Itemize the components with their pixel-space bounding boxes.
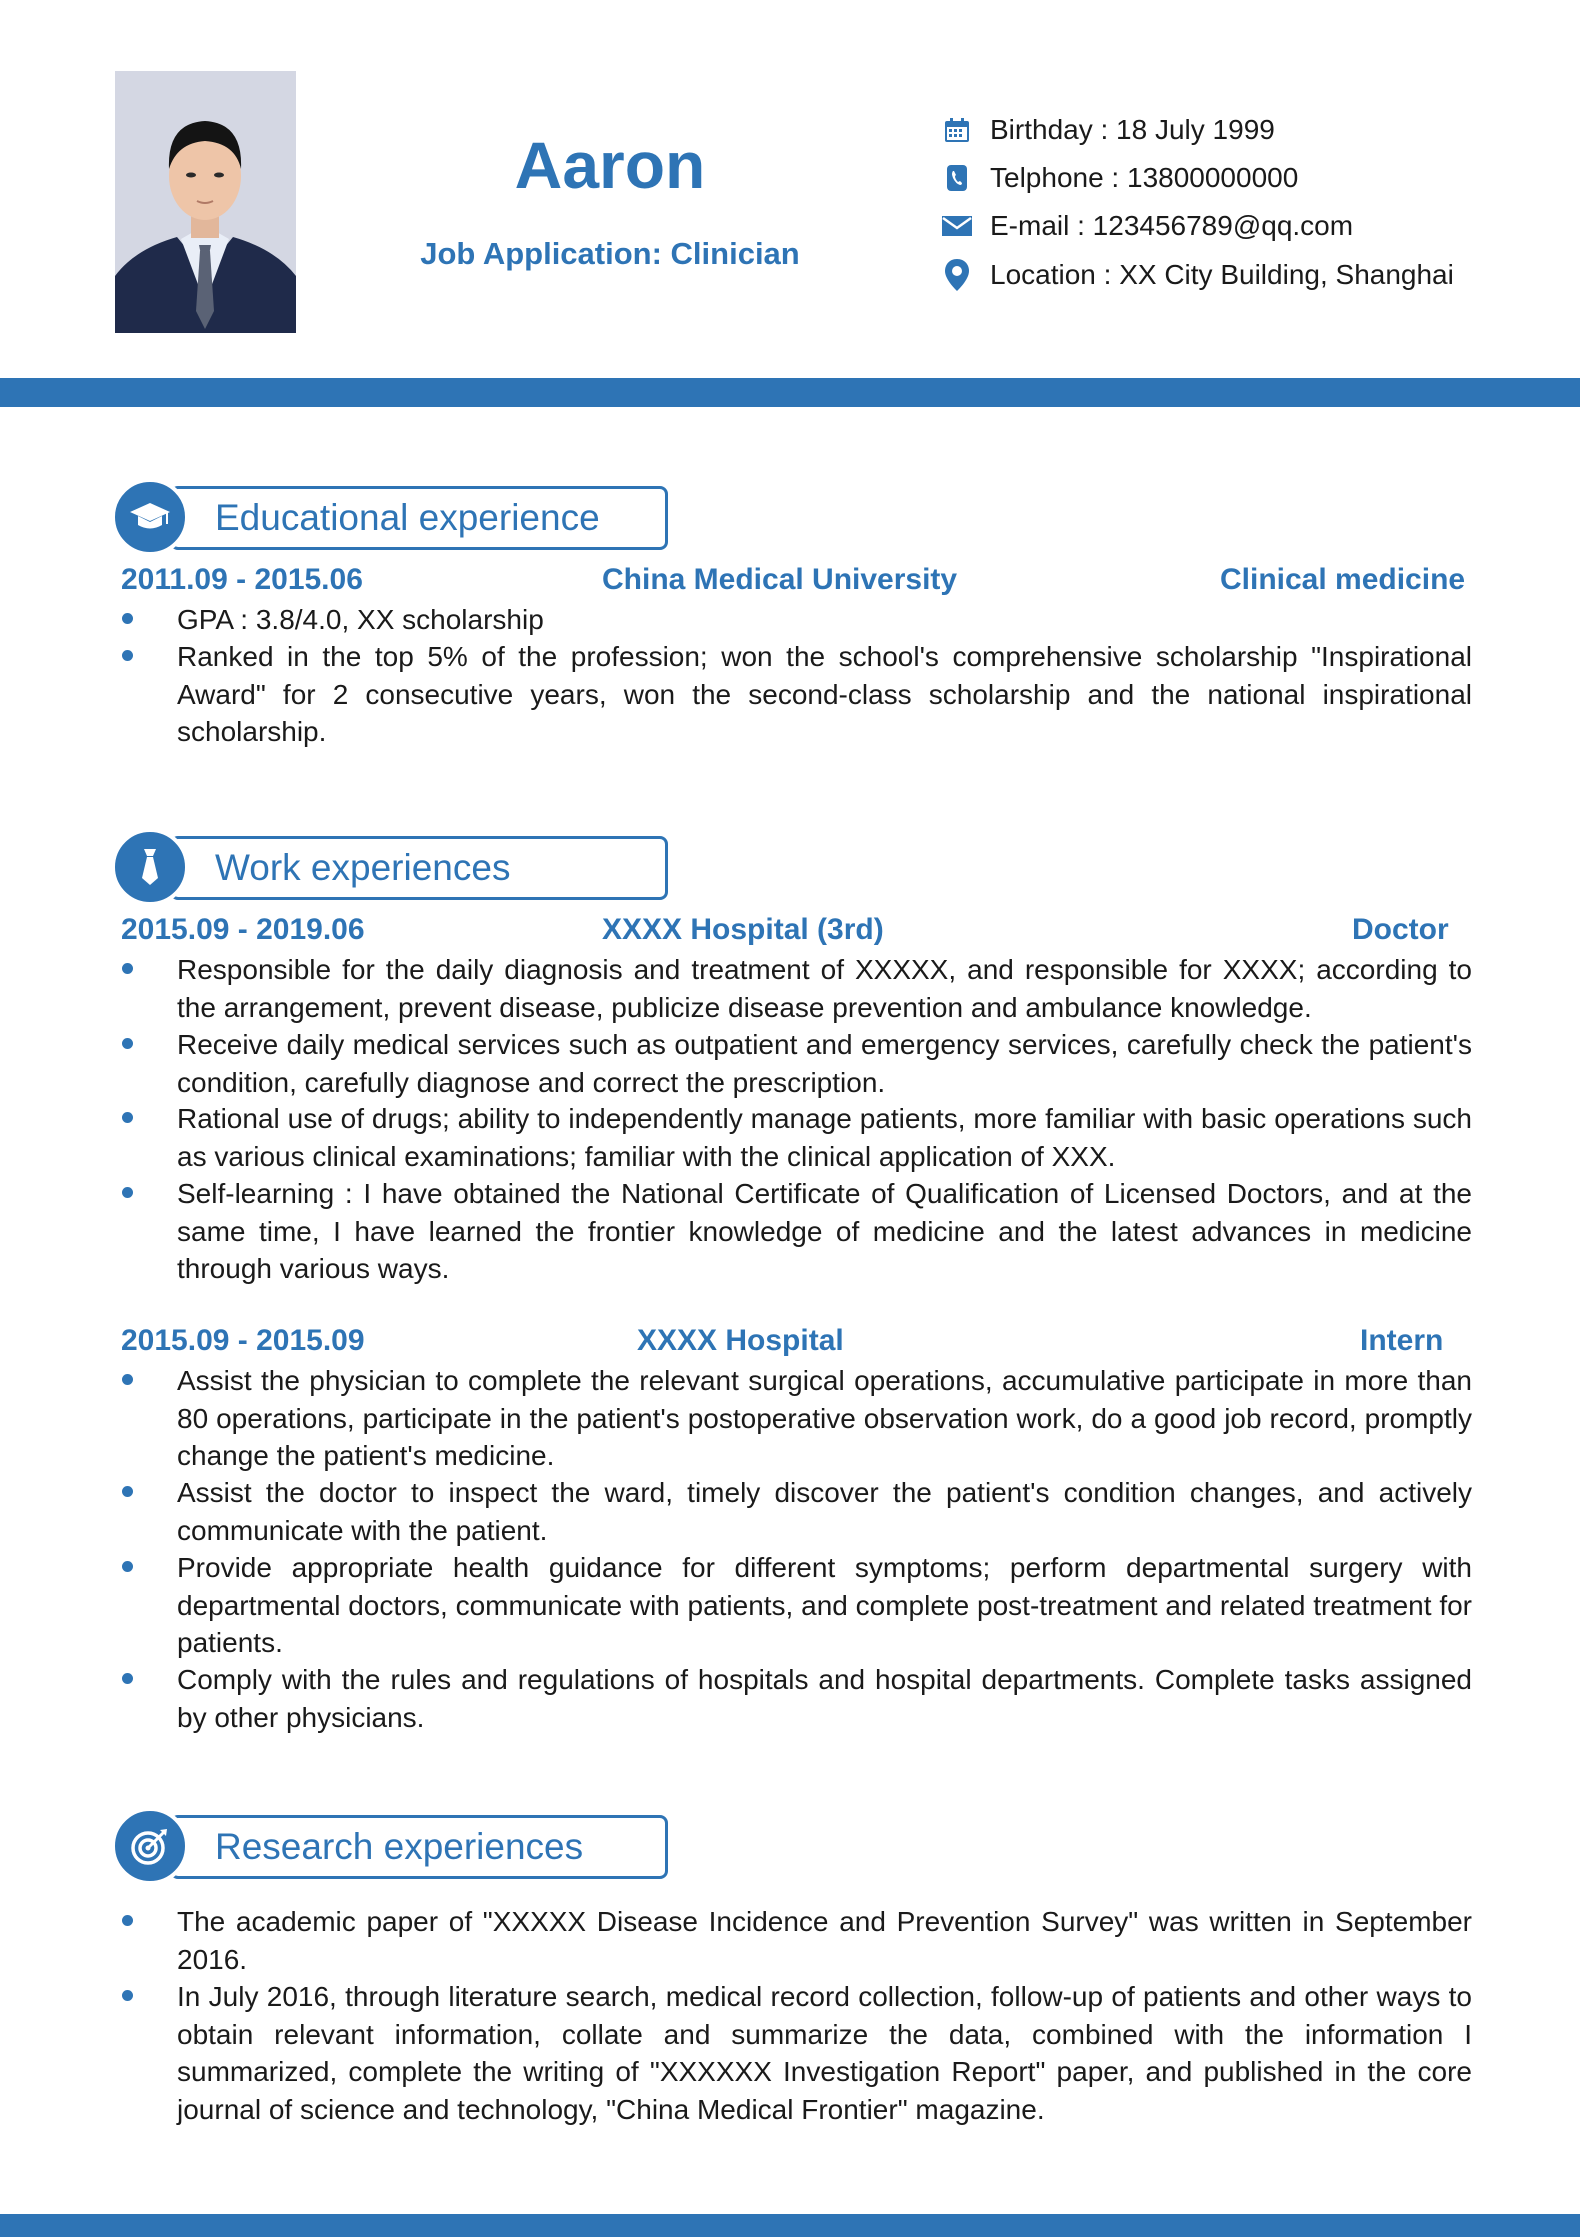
bullet-dot <box>122 650 133 661</box>
list-item <box>122 1978 1472 2128</box>
tie-icon <box>111 828 189 906</box>
work-role: Intern <box>1360 1324 1444 1357</box>
bullet-dot <box>122 1990 133 2001</box>
phone-text: Telphone : 13800000000 <box>990 162 1299 193</box>
list-item <box>122 1362 1472 1475</box>
list-item <box>122 638 1472 751</box>
email-text: E-mail : 123456789@qq.com <box>990 210 1354 241</box>
research-section-title: Research experiences <box>215 1826 584 1867</box>
bullet-dot <box>122 963 133 974</box>
contact-email <box>940 205 1560 247</box>
work-bullet-text: Receive daily medical services such as outpatient and emergency services, carefully check the patient's condition, carefully diagnose and correct the prescription. <box>177 1029 1472 1098</box>
work-section-title: Work experiences <box>215 847 511 888</box>
location-icon <box>940 258 974 292</box>
birthday-text: Birthday : 18 July 1999 <box>990 114 1275 145</box>
list-item <box>122 1026 1472 1101</box>
header-divider-band <box>0 378 1580 407</box>
list-item <box>122 1549 1472 1662</box>
bullet-dot <box>122 1038 133 1049</box>
work-employer: XXXX Hospital (3rd) <box>602 913 884 946</box>
list-item <box>122 1175 1472 1288</box>
bullet-dot <box>122 1561 133 1572</box>
education-section-title: Educational experience <box>215 497 600 538</box>
work-bullet-text: Assist the doctor to inspect the ward, timely discover the patient's condition changes, and actively communicate with the patient. <box>177 1477 1472 1546</box>
education-major: Clinical medicine <box>1220 563 1466 596</box>
education-bullet-text: Ranked in the top 5% of the profession; won the school's comprehensive scholarship "Inspirational Award" for 2 consecutive years, won the second-class scholarship and the national inspirational scholarship. <box>177 641 1472 747</box>
work-bullet-text: Assist the physician to complete the relevant surgical operations, accumulative participate in more than 80 operations, participate in the patient's postoperative observation work, do a good job record, promptly change the patient's medicine. <box>177 1365 1472 1471</box>
education-school: China Medical University <box>602 563 958 596</box>
bullet-dot <box>122 1112 133 1123</box>
work-date: 2015.09 - 2015.09 <box>121 1324 365 1357</box>
work-date: 2015.09 - 2019.06 <box>121 913 365 946</box>
work-bullet-text: Responsible for the daily diagnosis and treatment of XXXXX, and responsible for XXXX; according to the arrangement, prevent disease, publicize disease prevention and ambulance knowledge. <box>177 954 1472 1023</box>
list-item <box>122 951 1472 1026</box>
work-bullet-text: Self-learning : I have obtained the National Certificate of Qualification of Licensed Doctors, and at the same time, I have learned the frontier knowledge of medicine and the latest advances in medicine through various ways. <box>177 1178 1472 1284</box>
work-role: Doctor <box>1352 913 1449 946</box>
graduation-cap-icon <box>111 478 189 556</box>
research-bullet-text: The academic paper of "XXXXX Disease Incidence and Prevention Survey" was written in September 2016. <box>177 1906 1472 1975</box>
contact-phone <box>940 157 1560 199</box>
candidate-name: Aaron <box>514 128 706 202</box>
target-icon <box>111 1807 189 1885</box>
footer-band <box>0 2214 1580 2237</box>
phone-icon <box>940 161 974 195</box>
mail-icon <box>940 209 974 243</box>
contact-location <box>940 254 1560 296</box>
work-bullet-text: Provide appropriate health guidance for different symptoms; perform departmental surgery with departmental doctors, communicate with patients, and complete post-treatment and related treatment for patients. <box>177 1552 1472 1658</box>
job-application-title: Job Application: Clinician <box>420 236 800 271</box>
profile-photo <box>115 71 296 333</box>
bullet-dot <box>122 1486 133 1497</box>
work-bullet-text: Comply with the rules and regulations of hospitals and hospital departments. Complete tasks assigned by other physicians. <box>177 1664 1472 1733</box>
education-bullet-text: GPA : 3.8/4.0, XX scholarship <box>177 604 544 635</box>
bullet-dot <box>122 1673 133 1684</box>
bullet-dot <box>122 1187 133 1198</box>
work-bullet-text: Rational use of drugs; ability to independently manage patients, more familiar with basic operations such as various clinical examinations; familiar with the clinical application of XXX. <box>177 1103 1472 1172</box>
list-item <box>122 1661 1472 1736</box>
list-item <box>122 1100 1472 1175</box>
education-date: 2011.09 - 2015.06 <box>121 563 363 596</box>
bullet-dot <box>122 1374 133 1385</box>
calendar-icon <box>940 113 974 147</box>
work-employer: XXXX Hospital <box>637 1324 844 1357</box>
list-item <box>122 1474 1472 1549</box>
bullet-dot <box>122 613 133 624</box>
contact-birthday <box>940 109 1560 151</box>
location-text: Location : XX City Building, Shanghai <box>990 259 1454 290</box>
research-bullet-text: In July 2016, through literature search, medical record collection, follow-up of patients and other ways to obtain relevant information, collate and summarize the data, combined with the information I summarized, complete the writing of "XXXXXX Investigation Report" paper, and published in the core journal of science and technology, "China Medical Frontier" magazine. <box>177 1981 1472 2125</box>
list-item <box>122 601 1472 639</box>
bullet-dot <box>122 1915 133 1926</box>
list-item <box>122 1903 1472 1978</box>
